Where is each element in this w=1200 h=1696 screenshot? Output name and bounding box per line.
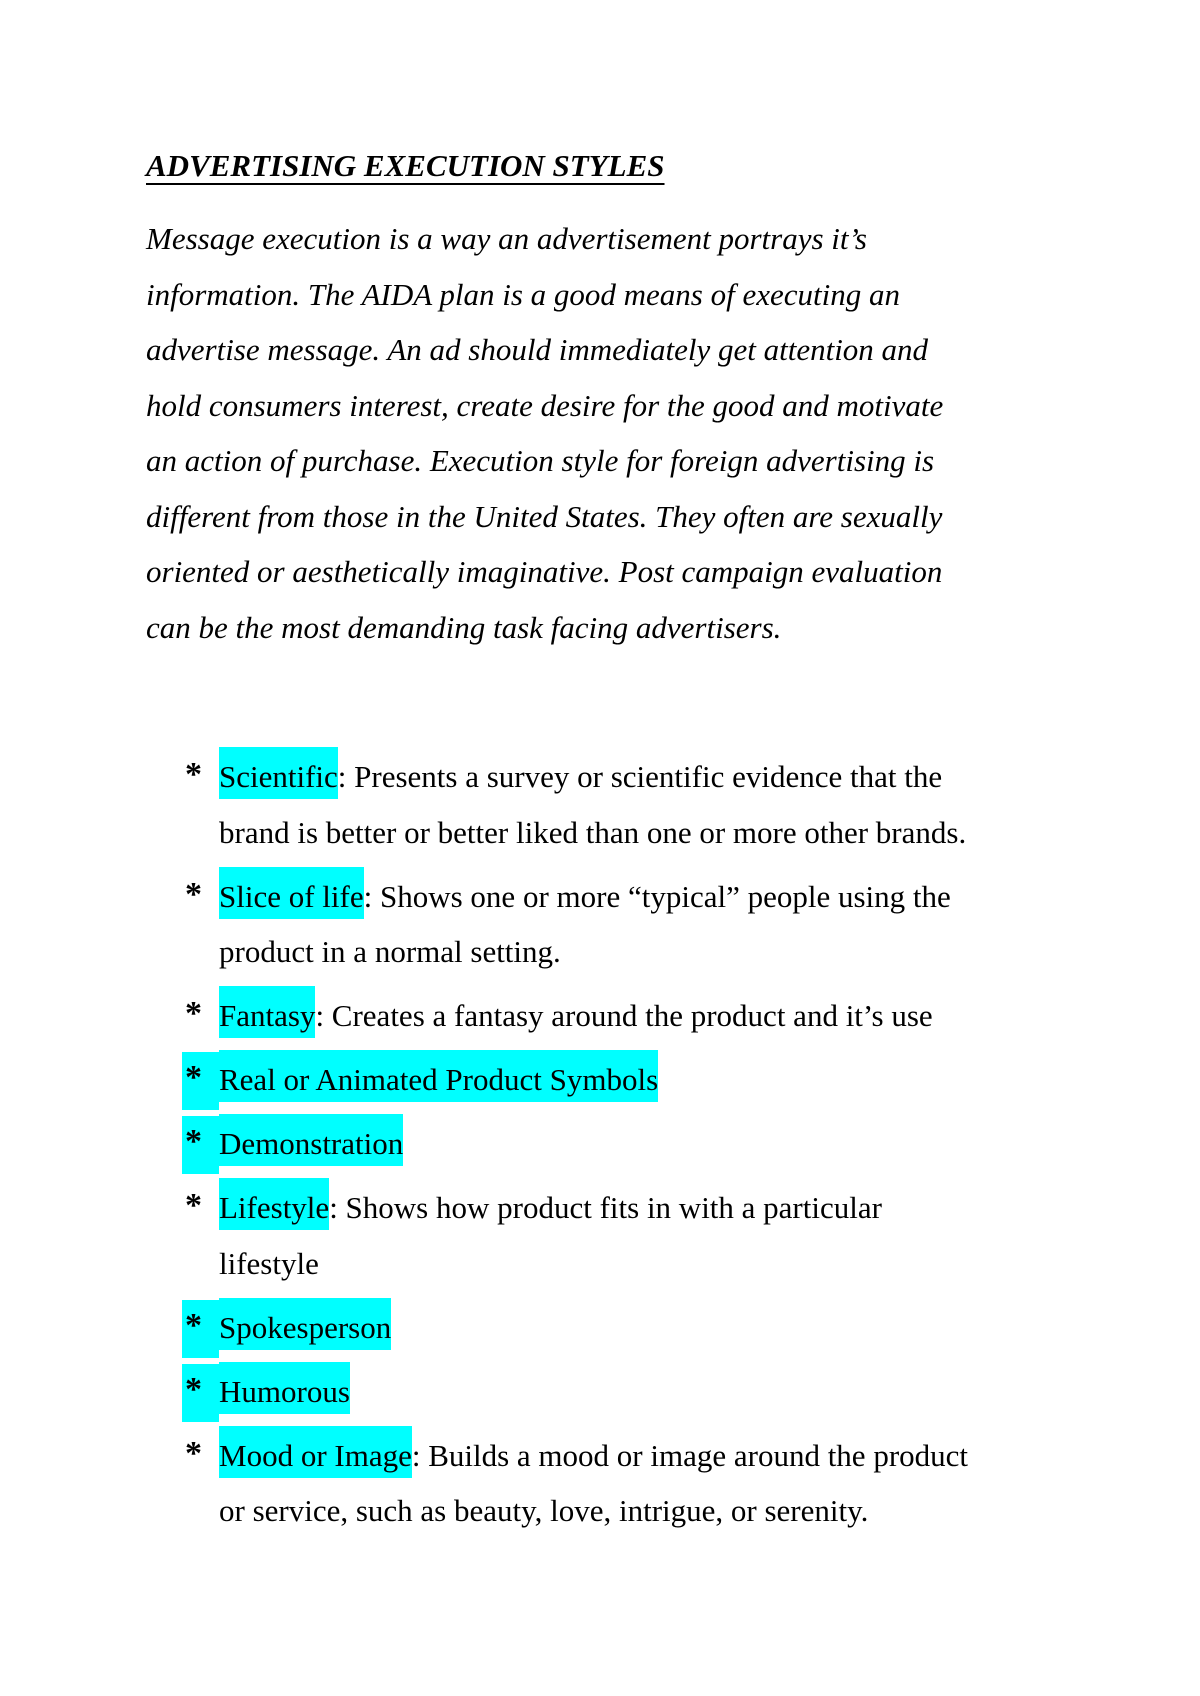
style-description: : Shows how product fits in with a particular [329,1190,882,1225]
style-item-mood-or-image [182,1428,1082,1539]
style-continuation: brand is better or better liked than one or more other brands. [219,814,967,850]
style-term: Demonstration [219,1114,403,1166]
style-term: Mood or Image [219,1426,412,1478]
style-term: Scientific [219,747,338,799]
style-description: : Builds a mood or image around the product [411,1437,969,1473]
style-line [219,1364,1082,1420]
style-continuation: or service, such as beauty, love, intrigue, or serenity. [219,1493,869,1528]
execution-styles-list [182,749,1082,1547]
asterisk-bullet-icon: * [185,1187,202,1224]
style-line [219,1428,1082,1484]
style-description: : Creates a fantasy around the product and it’s use [315,998,933,1033]
style-line [219,988,1082,1044]
style-item-product-symbols [182,1052,1082,1108]
asterisk-bullet-icon: * [182,1300,219,1358]
intro-line: hold consumers interest, create desire for the good and motivate [146,387,944,423]
style-description: : Shows one or more “typical” people using the [363,878,951,914]
asterisk-bullet-icon: * [182,1364,219,1422]
style-item-demonstration [182,1116,1082,1172]
style-term: Real or Animated Product Symbols [219,1050,658,1102]
style-term: Fantasy [219,986,315,1038]
intro-line: oriented or aesthetically imaginative. Post campaign evaluation [146,554,943,589]
style-item-lifestyle [182,1180,1082,1291]
intro-line: Message execution is a way an advertisement portrays it’s [146,221,867,256]
style-term: Humorous [219,1362,350,1414]
style-line [219,1180,1082,1236]
style-item-spokesperson [182,1300,1082,1356]
asterisk-bullet-icon: * [185,756,202,793]
asterisk-bullet-icon: * [185,995,202,1032]
asterisk-bullet-icon: * [185,875,202,913]
style-line [219,749,1082,805]
intro-line: an action of purchase. Execution style for foreign advertising is [146,443,935,478]
intro-line: different from those in the United States. They often are sexually [146,498,943,534]
style-line [219,1300,1082,1356]
style-line [219,1052,1082,1108]
intro-line: information. The AIDA plan is a good means of executing an [146,276,900,312]
style-line [219,869,1082,925]
style-item-scientific [182,749,1082,860]
document-title: ADVERTISING EXECUTION STYLES [146,148,665,183]
intro-line: can be the most demanding task facing advertisers. [146,609,782,645]
style-line [219,1116,1082,1172]
style-term: Spokesperson [219,1298,391,1350]
style-term: Lifestyle [219,1178,329,1230]
style-item-humorous [182,1364,1082,1420]
asterisk-bullet-icon: * [182,1116,219,1174]
style-continuation: product in a normal setting. [219,934,561,969]
style-continuation: lifestyle [219,1245,319,1281]
style-item-slice-of-life [182,869,1082,980]
asterisk-bullet-icon: * [185,1434,202,1472]
asterisk-bullet-icon: * [182,1052,219,1110]
intro-paragraph [146,211,1076,655]
style-description: : Presents a survey or scientific evidence that the [337,759,943,794]
style-term: Slice of life [219,867,364,919]
intro-line: advertise message. An ad should immediately get attention and [146,332,929,367]
style-item-fantasy [182,988,1082,1044]
